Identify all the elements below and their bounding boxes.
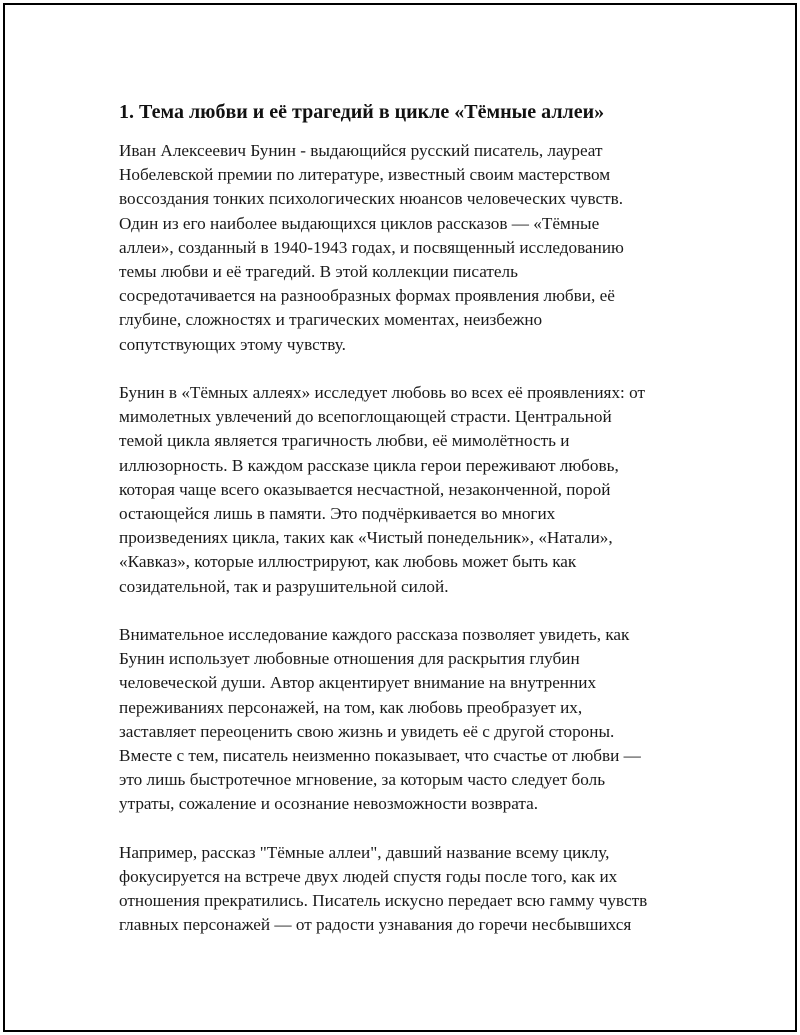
text-line: переживаниях персонажей, на том, как любовь преобразует их, — [119, 697, 583, 717]
text-line: мимолетных увлечений до всепоглощающей страсти. Центральной — [119, 407, 612, 427]
text-line: заставляет переоценить свою жизнь и увидеть её с другой стороны. — [119, 721, 615, 741]
document-body — [119, 99, 719, 962]
text-line: главных персонажей — от радости узнавания до горечи несбывшихся — [119, 915, 632, 935]
text-line: сопутствующих этому чувству. — [119, 334, 346, 354]
text-line: остающейся лишь в памяти. Это подчёркивается во многих — [119, 504, 556, 524]
paragraph — [119, 841, 719, 938]
text-line: «Кавказ», которые иллюстрируют, как любовь может быть как — [119, 552, 577, 572]
text-line: темой цикла является трагичность любви, её мимолётность и — [119, 431, 570, 451]
paragraph — [119, 381, 719, 599]
text-line: Бунин в «Тёмных аллеях» исследует любовь во всех её проявлениях: от — [119, 383, 646, 403]
text-line: произведениях цикла, таких как «Чистый понедельник», «Натали», — [119, 528, 613, 548]
text-line: Один из его наиболее выдающихся циклов рассказов — «Тёмные — [119, 213, 600, 233]
paragraph — [119, 623, 719, 817]
paragraph — [119, 139, 719, 357]
text-line: глубине, сложностях и трагических моментах, неизбежно — [119, 310, 543, 330]
text-line: темы любви и её трагедий. В этой коллекции писатель — [119, 262, 518, 282]
text-line: созидательной, так и разрушительной силой. — [119, 576, 449, 596]
text-line: воссоздания тонких психологических нюансов человеческих чувств. — [119, 189, 624, 209]
text-line: утраты, сожаление и осознание невозможности возврата. — [119, 794, 539, 814]
text-line: человеческой души. Автор акцентирует внимание на внутренних — [119, 673, 597, 693]
text-line: Нобелевской премии по литературе, известный своим мастерством — [119, 165, 611, 185]
text-line: Внимательное исследование каждого рассказа позволяет увидеть, как — [119, 625, 630, 645]
document-page — [3, 3, 797, 1032]
text-line: Вместе с тем, писатель неизменно показывает, что счастье от любви — — [119, 746, 641, 766]
text-line: аллеи», созданный в 1940-1943 годах, и посвященный исследованию — [119, 237, 624, 257]
text-line: отношения прекратились. Писатель искусно передает всю гамму чувств — [119, 891, 648, 911]
text-line: Иван Алексеевич Бунин - выдающийся русский писатель, лауреат — [119, 141, 603, 160]
text-line: Например, рассказ "Тёмные аллеи", давший название всему циклу, — [119, 842, 610, 862]
text-line: это лишь быстротечное мгновение, за которым часто следует боль — [119, 770, 606, 790]
text-line: сосредотачивается на разнообразных формах проявления любви, её — [119, 286, 615, 306]
text-line: которая чаще всего оказывается несчастной, незаконченной, порой — [119, 479, 611, 499]
section-heading: 1. Тема любви и её трагедий в цикле «Тёмные аллеи» — [119, 101, 605, 123]
text-line: фокусируется на встрече двух людей спустя годы после того, как их — [119, 867, 618, 887]
text-line: иллюзорность. В каждом рассказе цикла герои переживают любовь, — [119, 455, 619, 475]
text-line: Бунин использует любовные отношения для раскрытия глубин — [119, 649, 580, 669]
